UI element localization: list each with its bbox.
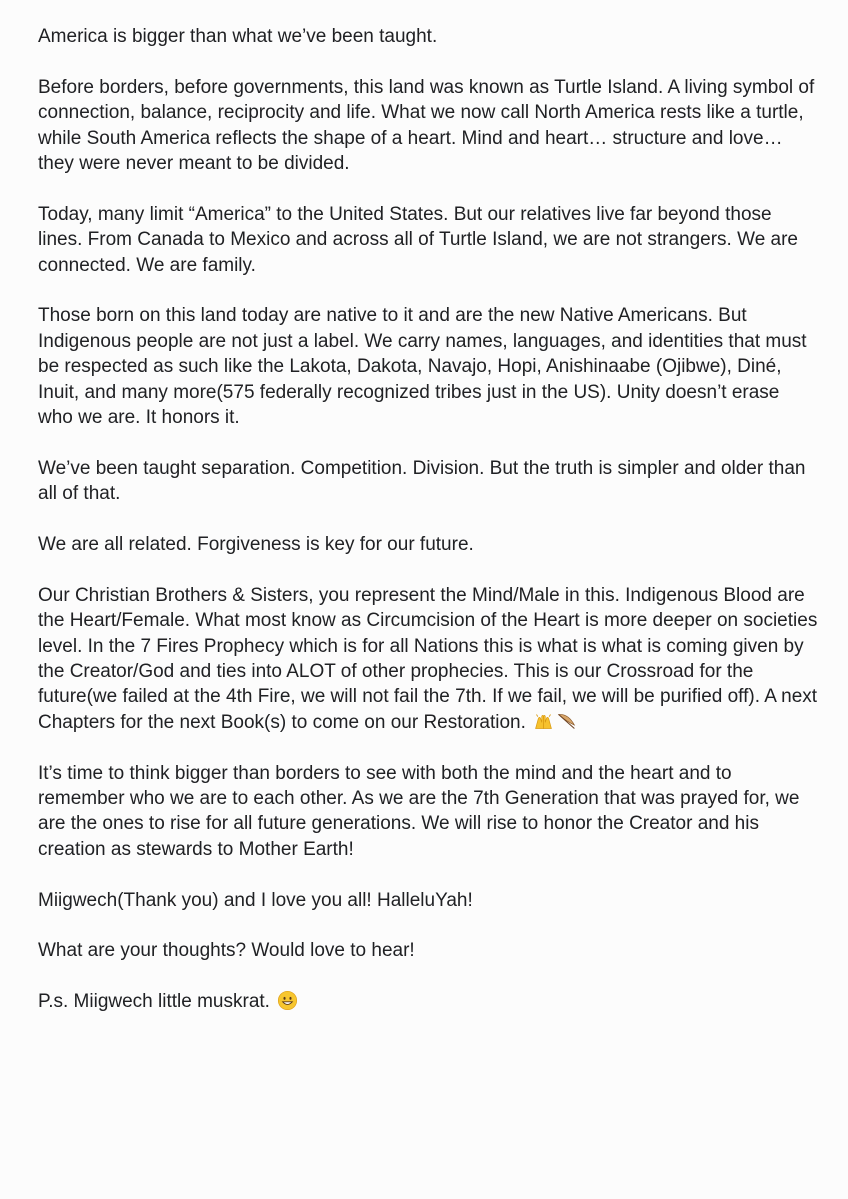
paragraph-10: What are your thoughts? Would love to hear! [38, 940, 415, 962]
paragraph-2: Before borders, before governments, this land was known as Turtle Island. A living symbol of connection, balance, reciprocity and life. What we now call North America rests like a turtle, while South America reflects the shape of a heart. Mind and heart… structure and love… they were never meant to be divided. [38, 76, 815, 175]
feather-icon [556, 711, 577, 732]
grinning-face-icon [277, 990, 298, 1011]
paragraph-3: Today, many limit “America” to the United States. But our relatives live far beyond those lines. From Canada to Mexico and across all of Turtle Island, we are not strangers. We are connected. We are family. [38, 203, 798, 276]
paragraph-11 [38, 989, 818, 1014]
raising-hands-icon [533, 711, 554, 732]
paragraph-8: It’s time to think bigger than borders to see with both the mind and the heart and to remember who we are to each other. As we are the 7th Generation that was prayed for, we are the ones to rise for all future generations. We will rise to honor the Creator and his creation as stewards to Mother Earth! [38, 762, 800, 860]
paragraph-5: We’ve been taught separation. Competition. Division. But the truth is simpler and older than all of that. [38, 457, 806, 505]
paragraph-1: America is bigger than what we’ve been taught. [38, 26, 438, 47]
paragraph-6: We are all related. Forgiveness is key for our future. [38, 534, 474, 556]
paragraph-7-text: Our Christian Brothers & Sisters, you represent the Mind/Male in this. Indigenous Blood are the Heart/Female. What most know as Circumcision of the Heart is more deeper on societies level. In the 7 Fires Prophecy which is for all Nations this is what is what is coming given by the Creator/God and ties into ALOT of other prophecies. This is our Crossroad for the future(we failed at the 4th Fire, we will not fail the 7th. If we fail, we will be purified off). A next Chapters for the next Book(s) to come on our Restoration. [38, 584, 818, 733]
paragraph-7 [38, 583, 818, 735]
paragraph-11-text: P.s. Miigwech little muskrat. [38, 991, 270, 1013]
paragraph-4: Those born on this land today are native to it and are the new Native Americans. But Indigenous people are not just a label. We carry names, languages, and identities that must be respected as such like the Lakota, Dakota, Navajo, Hopi, Anishinaabe (Ojibwe), Diné, Inuit, and many more(575 federally recognized tribes just in the US). Unity doesn’t erase who we are. It honors it. [38, 305, 807, 429]
paragraph-9: Miigwech(Thank you) and I love you all! HalleluYah! [38, 889, 473, 911]
